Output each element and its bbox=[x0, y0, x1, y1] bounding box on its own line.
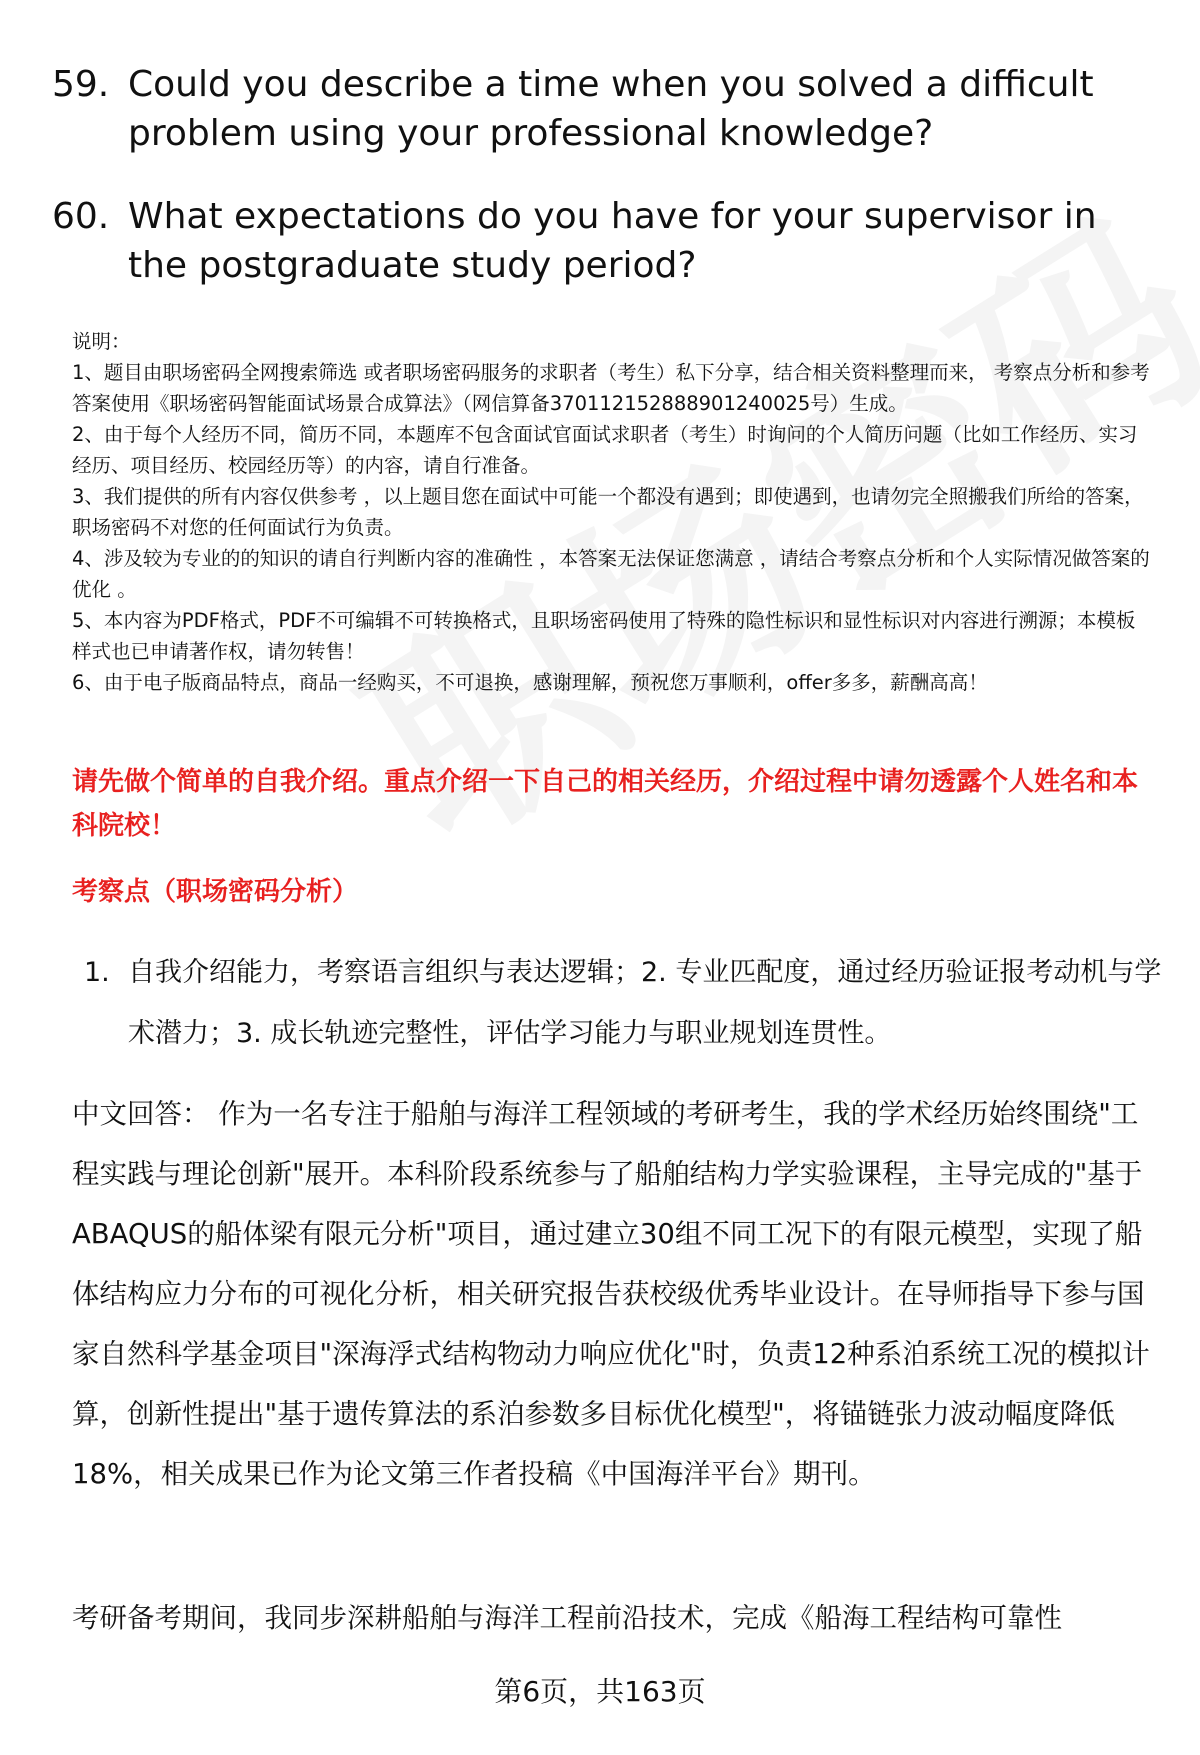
note-item: 6、由于电子版商品特点，商品一经购买，不可退换，感谢理解，预祝您万事顺利，offer多多，薪酬高高！ bbox=[72, 671, 988, 694]
note-item: 4、涉及较为专业的的知识的请自行判断内容的准确性 ，本答案无法保证您满意 ，请结合考察点分析和个人实际情况做答案的优化 。 bbox=[72, 547, 1150, 601]
assessment-point bbox=[84, 942, 1164, 1064]
notes-heading: 说明： bbox=[72, 330, 131, 353]
answer-paragraph-2: 考研备考期间，我同步深耕船舶与海洋工程前沿技术，完成《船海工程结构可靠性 bbox=[72, 1602, 1062, 1634]
question-number: 60. bbox=[52, 196, 110, 237]
note-item: 2、由于每个人经历不同，简历不同，本题库不包含面试官面试求职者（考生）时询问的个人简历问题（比如工作经历、实习经历、项目经历、校园经历等）的内容，请自行准备。 bbox=[72, 423, 1138, 477]
note-item: 1、题目由职场密码全网搜索筛选 或者职场密码服务的求职者（考生）私下分享，结合相关资料整理而来， 考察点分析和参考答案使用《职场密码智能面试场景合成算法》（网信算备370112152888901240025号）生成。 bbox=[72, 361, 1150, 415]
question-number: 59. bbox=[52, 64, 110, 105]
question-59 bbox=[52, 60, 1152, 158]
note-item: 3、我们提供的所有内容仅供参考 ，以上题目您在面试中可能一个都没有遇到；即使遇到，也请勿完全照搬我们所给的答案，职场密码不对您的任何面试行为负责。 bbox=[72, 485, 1144, 539]
note-item: 5、本内容为PDF格式，PDF不可编辑不可转换格式，且职场密码使用了特殊的隐性标识和显性标识对内容进行溯源；本模板样式也已申请著作权，请勿转售！ bbox=[72, 609, 1136, 663]
section-title: 考察点（职场密码分析） bbox=[72, 877, 359, 907]
point-text: 自我介绍能力，考察语言组织与表达逻辑；2. 专业匹配度，通过经历验证报考动机与学术潜力；3. 成长轨迹完整性，评估学习能力与职业规划连贯性。 bbox=[128, 957, 1162, 1049]
disclaimer-notes bbox=[72, 326, 1152, 698]
question-text: What expectations do you have for your supervisor in the postgraduate study period? bbox=[128, 196, 1097, 286]
page-footer: 第6页，共163页 bbox=[494, 1675, 706, 1708]
question-text: Could you describe a time when you solved a difficult problem using your professional knowledge? bbox=[128, 64, 1094, 154]
point-number: 1. bbox=[84, 957, 110, 988]
interview-question: 请先做个简单的自我介绍。重点介绍一下自己的相关经历，介绍过程中请勿透露个人姓名和本科院校！ bbox=[72, 767, 1139, 841]
answer-paragraph: 中文回答： 作为一名专注于船舶与海洋工程领域的考研考生，我的学术经历始终围绕"工程实践与理论创新"展开。本科阶段系统参与了船舶结构力学实验课程，主导完成的"基于ABAQUS的船体梁有限元分析"项目，通过建立30组不同工况下的有限元模型，实现了船体结构应力分布的可视化分析，相关研究报告获校级优秀毕业设计。在导师指导下参与国家自然科学基金项目"深海浮式结构物动力响应优化"时，负责12种系泊系统工况的模拟计算，创新性提出"基于遗传算法的系泊参数多目标优化模型"，将锚链张力波动幅度降低18%，相关成果已作为论文第三作者投稿《中国海洋平台》期刊。 bbox=[72, 1098, 1150, 1490]
question-60 bbox=[52, 192, 1152, 290]
